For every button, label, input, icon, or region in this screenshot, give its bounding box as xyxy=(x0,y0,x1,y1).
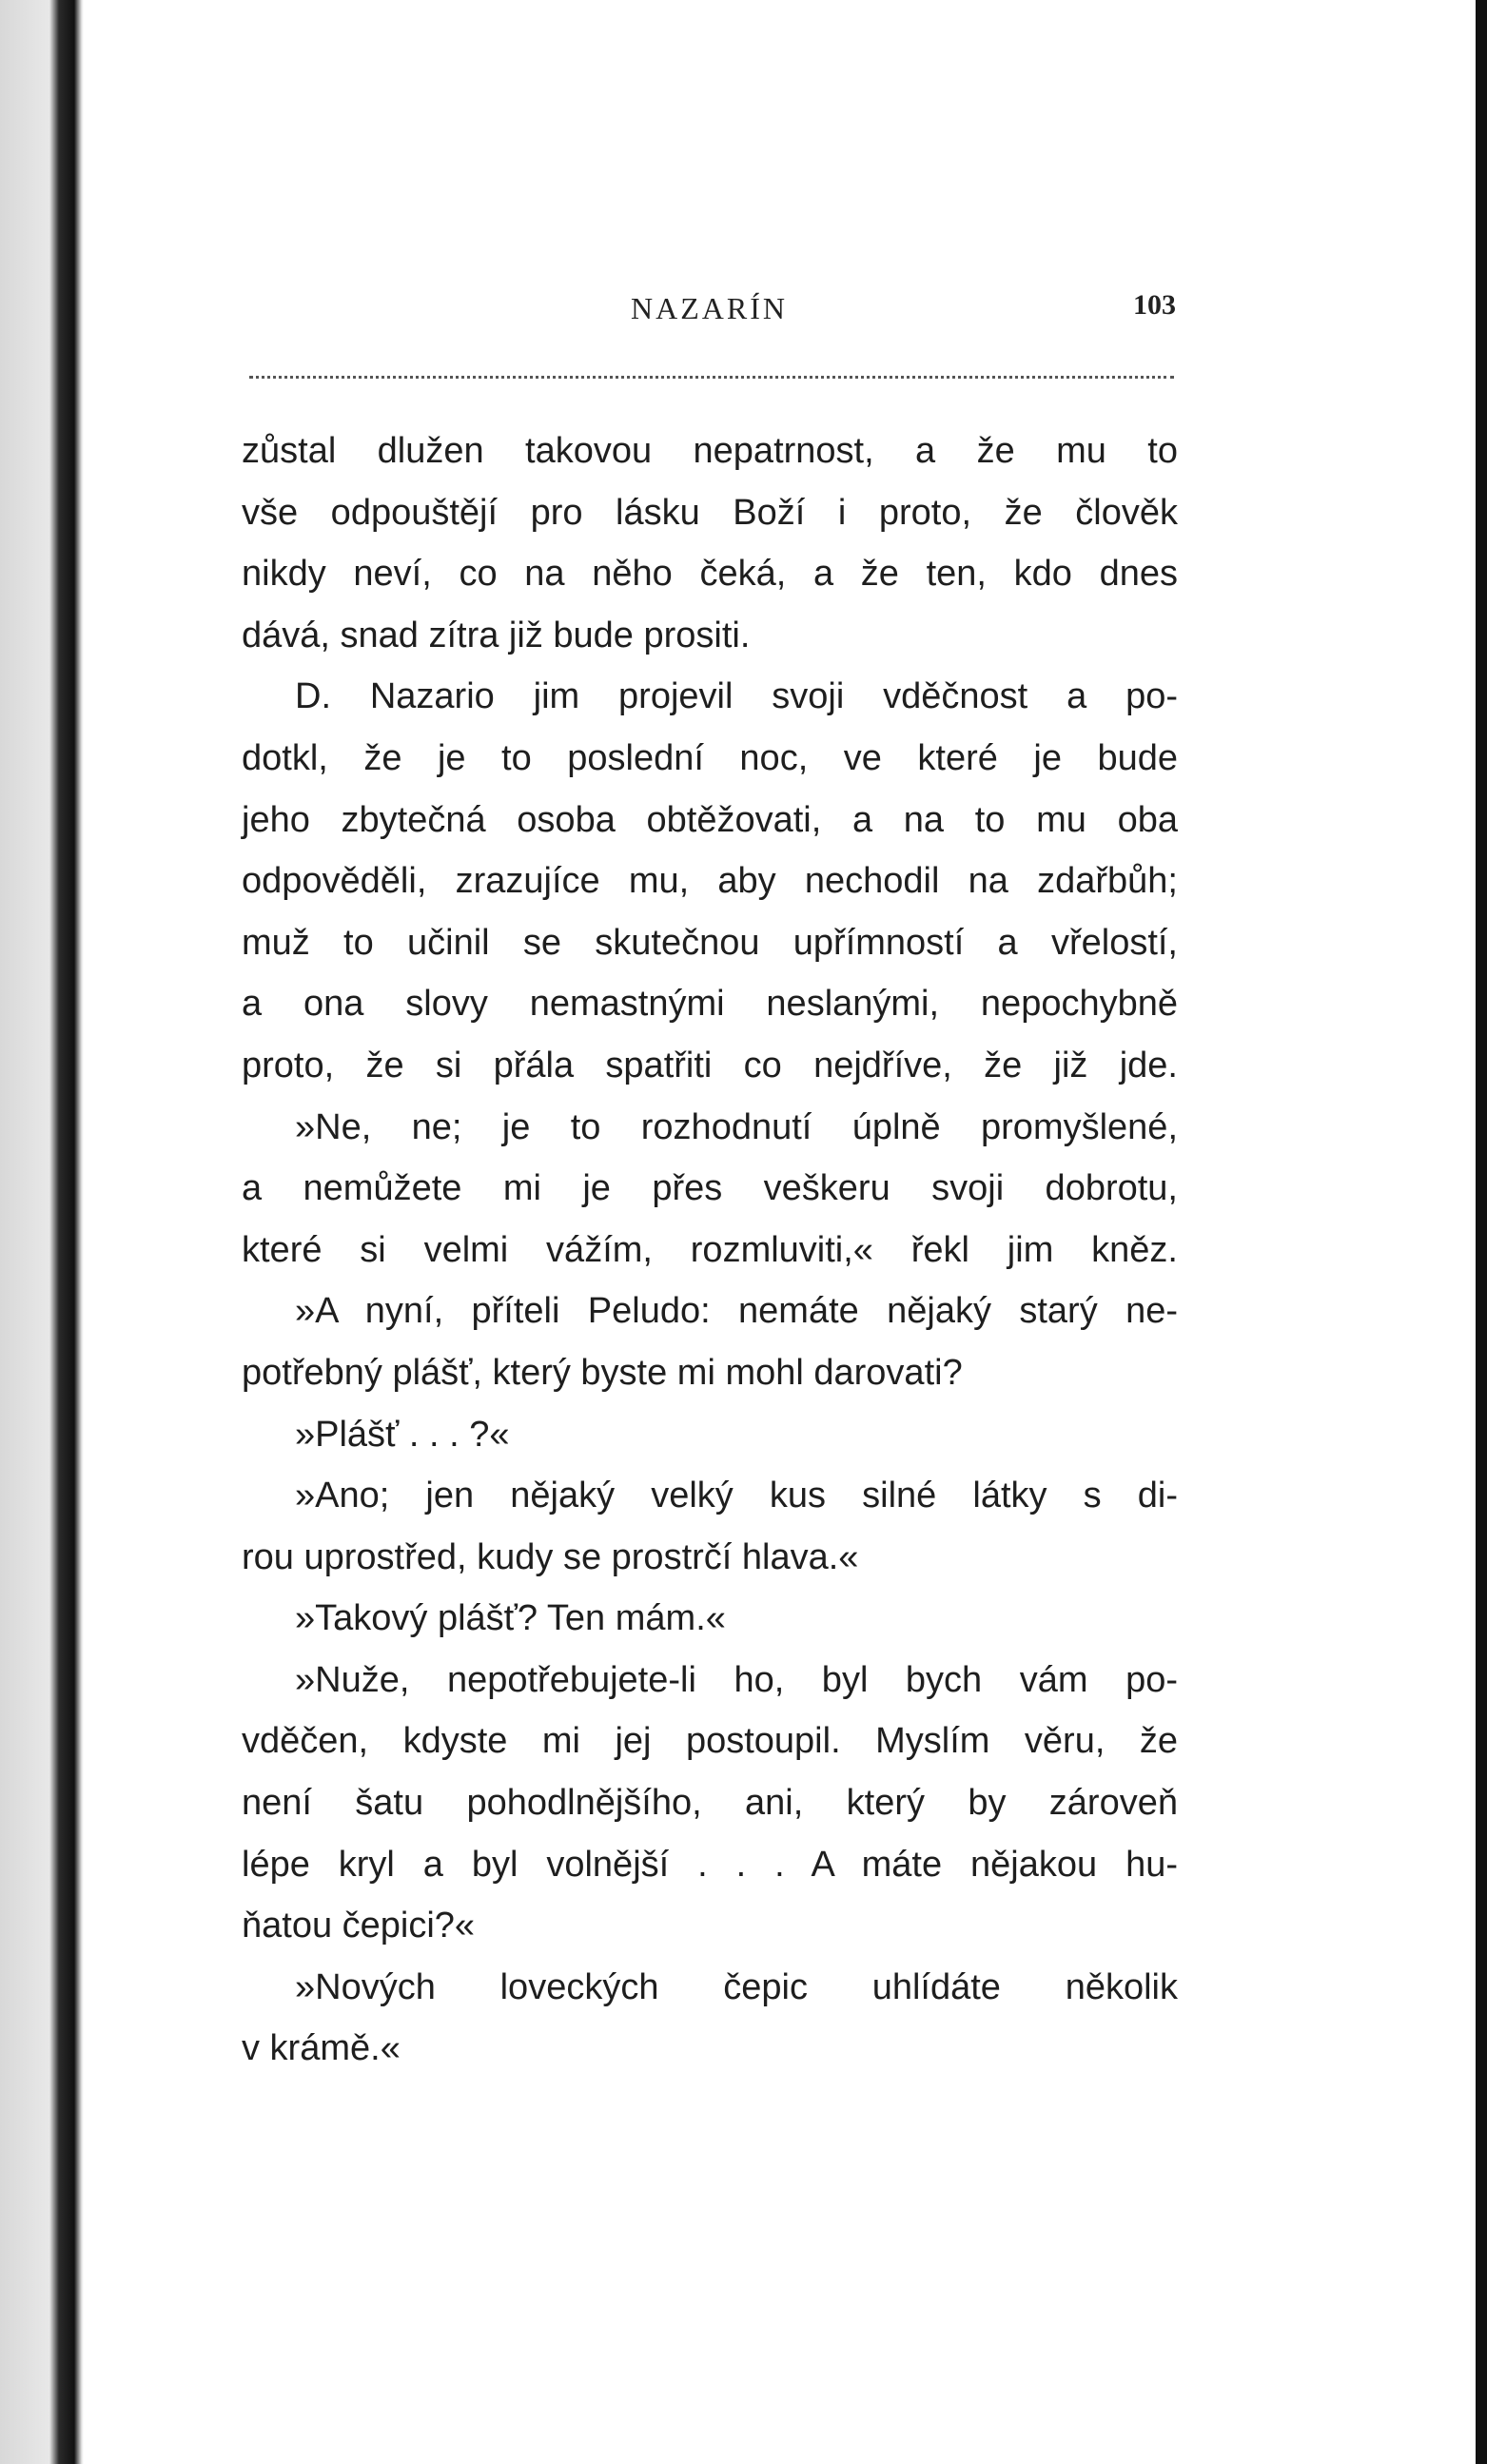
text-line: »Takový plášť? Ten mám.« xyxy=(295,1598,726,1639)
text-line: »Plášť . . . ?« xyxy=(295,1414,510,1455)
body-text xyxy=(242,420,1178,2080)
text-line: dotkl, že je to poslední noc, ve které je bude xyxy=(242,737,1178,778)
text-line: jeho zbytečná osoba obtěžovati, a na to mu oba xyxy=(242,799,1178,840)
running-title: NAZARÍN xyxy=(631,291,788,325)
text-line: není šatu pohodlnějšího, ani, který by zároveň xyxy=(242,1783,1178,1824)
text-line: zůstal dlužen takovou nepatrnost, a že mu to xyxy=(242,431,1178,471)
text-line: a ona slovy nemastnými neslanými, nepochybně xyxy=(242,984,1178,1025)
text-line: vděčen, kdyste mi jej postoupil. Myslím věru, že xyxy=(242,1721,1178,1762)
text-line: »A nyní, příteli Peludo: nemáte nějaký starý ne- xyxy=(295,1291,1178,1332)
page-header xyxy=(244,282,1176,339)
text-line: muž to učinil se skutečnou upřímností a vřelostí, xyxy=(242,922,1178,963)
text-line: v krámě.« xyxy=(242,2028,401,2069)
text-line: »Nuže, nepotřebujete-li ho, byl bych vám po- xyxy=(295,1659,1178,1700)
text-line: rou uprostřed, kudy se prostrčí hlava.« xyxy=(242,1536,859,1577)
page-number: 103 xyxy=(1133,289,1176,321)
text-line: »Ano; jen nějaký velký kus silné látky s di- xyxy=(295,1476,1178,1516)
text-line: vše odpouštějí pro lásku Boží i proto, že člověk xyxy=(242,492,1178,533)
text-line: ňatou čepici?« xyxy=(242,1906,476,1946)
text-line: proto, že si přála spatřiti co nejdříve, že již jde. xyxy=(242,1045,1178,1085)
text-line: a nemůžete mi je přes veškeru svoji dobrotu, xyxy=(242,1168,1178,1209)
text-line: dává, snad zítra již bude prositi. xyxy=(242,615,751,655)
text-line: potřebný plášť, který byste mi mohl darovati? xyxy=(242,1352,963,1393)
text-line: »Ne, ne; je to rozhodnutí úplně promyšlené, xyxy=(295,1106,1178,1147)
page-binding-edge xyxy=(0,0,84,2464)
header-divider xyxy=(249,376,1174,379)
text-line: D. Nazario jim projevil svoji vděčnost a po- xyxy=(295,676,1178,717)
text-line: odpověděli, zrazujíce mu, aby nechodil na zdařbůh; xyxy=(242,861,1178,902)
text-line: které si velmi vážím, rozmluviti,« řekl jim kněz. xyxy=(242,1229,1178,1270)
text-line: lépe kryl a byl volnější . . . A máte nějakou hu- xyxy=(242,1844,1178,1885)
text-line: nikdy neví, co na něho čeká, a že ten, kdo dnes xyxy=(242,554,1178,595)
page-right-edge xyxy=(1476,0,1487,2464)
text-line: »Nových loveckých čepic uhlídáte několik xyxy=(295,1966,1178,2007)
